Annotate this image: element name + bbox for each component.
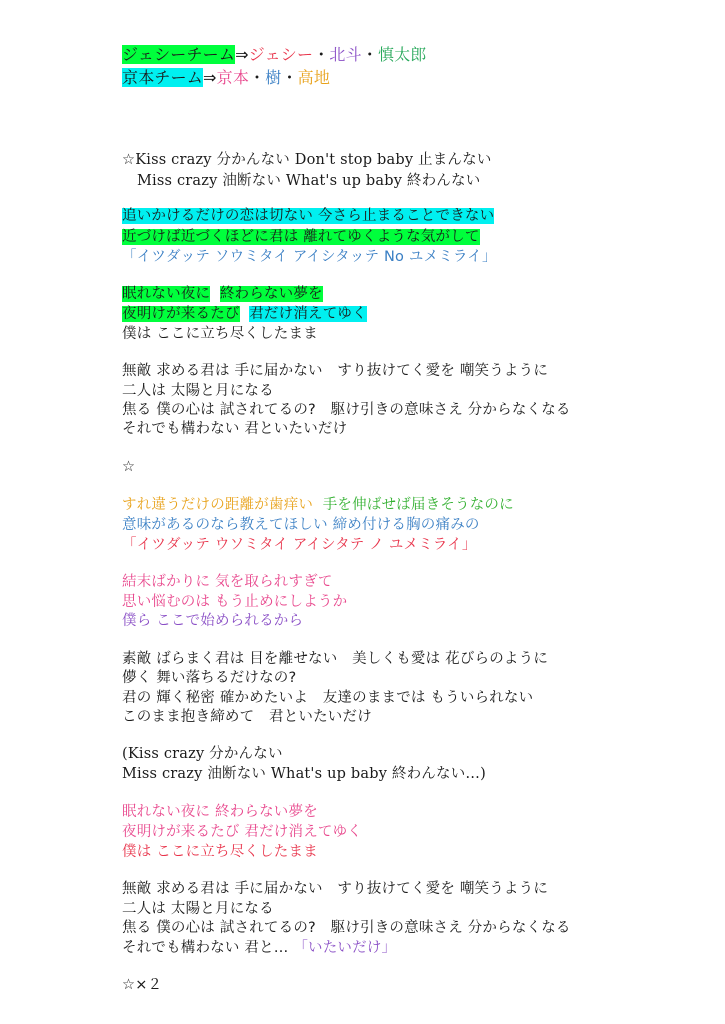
lyric-text: 近づけば近づくほどに君は 離れてゆくような気がして bbox=[122, 229, 480, 245]
lyric-line: 素敵 ばらまく君は 目を離せない 美しくも愛は 花びらのように bbox=[122, 651, 549, 667]
lyric-line bbox=[122, 228, 480, 247]
lyric-line: 思い悩むのは もう止めにしようか bbox=[122, 594, 348, 610]
lyric-line bbox=[122, 305, 367, 324]
lyric-line: 君の 輝く秘密 確かめたいよ 友達のままでは もういられない bbox=[122, 690, 534, 706]
separator: ・ bbox=[313, 45, 330, 64]
team-kyomoto-line bbox=[122, 67, 330, 89]
lyric-line: 僕は ここに立ち尽くしたまま bbox=[122, 326, 318, 342]
team-kyomoto-name: 京本チーム bbox=[122, 68, 204, 87]
lyric-line bbox=[122, 939, 396, 958]
lyric-text: すれ違うだけの距離が歯痒い bbox=[122, 497, 314, 513]
lyric-line: 僕は ここに立ち尽くしたまま bbox=[122, 844, 318, 860]
lyric-line: Miss crazy 油断ない What's up baby 終わんない bbox=[137, 173, 481, 189]
lyric-text: 終わらない夢を bbox=[219, 286, 323, 302]
member-juri: 樹 bbox=[265, 68, 282, 87]
lyric-line bbox=[122, 285, 323, 304]
arrow: ⇒ bbox=[203, 68, 217, 87]
lyric-line: 焦る 僕の心は 試されてるの? 駆け引きの意味さえ 分からなくなる bbox=[122, 402, 571, 418]
separator: ・ bbox=[361, 45, 378, 64]
member-kochi: 高地 bbox=[297, 68, 331, 87]
lyric-line: 無敵 求める君は 手に届かない すり抜けてく愛を 嘲笑うように bbox=[122, 881, 549, 897]
member-jesse: ジェシー bbox=[248, 45, 314, 64]
lyric-line bbox=[122, 496, 514, 515]
team-jesse-line bbox=[122, 44, 427, 66]
member-shintaro: 慎太郎 bbox=[378, 45, 427, 64]
lyric-line: 二人は 太陽と月になる bbox=[122, 383, 274, 399]
arrow: ⇒ bbox=[235, 45, 249, 64]
separator: ・ bbox=[281, 68, 298, 87]
lyric-line: 焦る 僕の心は 試されてるの? 駆け引きの意味さえ 分からなくなる bbox=[122, 920, 571, 936]
lyric-line bbox=[122, 207, 494, 226]
lyric-line: それでも構わない 君といたいだけ bbox=[122, 421, 348, 437]
member-kyomoto: 京本 bbox=[216, 68, 250, 87]
lyric-line: 眠れない夜に 終わらない夢を bbox=[122, 804, 318, 820]
chorus-star: ☆ bbox=[122, 459, 136, 475]
lyric-line: ☆Kiss crazy 分かんない Don't stop baby 止まんない bbox=[122, 152, 492, 168]
lyric-text: 君だけ消えてゆく bbox=[249, 306, 367, 322]
lyric-text: 追いかけるだけの恋は切ない 今さら止まることできない bbox=[122, 208, 495, 224]
member-hokuto: 北斗 bbox=[329, 45, 362, 64]
lyric-line: 「イツダッテ ソウミタイ アイシタッテ No ユメミライ」 bbox=[122, 249, 497, 265]
lyric-line: 結末ばかりに 気を取られすぎて bbox=[122, 574, 333, 590]
lyric-line: このまま抱き締めて 君といたいだけ bbox=[122, 709, 372, 725]
lyric-line: 二人は 太陽と月になる bbox=[122, 901, 274, 917]
lyric-line: 儚く 舞い落ちるだけなの? bbox=[122, 670, 297, 686]
lyric-line: 無敵 求める君は 手に届かない すり抜けてく愛を 嘲笑うように bbox=[122, 363, 549, 379]
lyric-line: (Kiss crazy 分かんない bbox=[122, 746, 283, 762]
lyric-text: それでも構わない 君と… bbox=[122, 940, 289, 956]
team-jesse-name: ジェシーチーム bbox=[122, 45, 236, 64]
lyric-text: 「いたいだけ」 bbox=[293, 940, 397, 956]
lyric-text: 夜明けが来るたび bbox=[122, 306, 240, 322]
separator: ・ bbox=[249, 68, 266, 87]
lyric-line: 僕ら ここで始められるから bbox=[122, 613, 304, 629]
lyric-text: 眠れない夜に bbox=[122, 286, 211, 302]
lyric-line: 意味があるのなら教えてほしい 締め付ける胸の痛みの bbox=[122, 517, 480, 533]
lyric-line: 「イツダッテ ウソミタイ アイシタテ ノ ユメミライ」 bbox=[122, 537, 477, 553]
lyric-line: Miss crazy 油断ない What's up baby 終わんない…) bbox=[122, 766, 486, 782]
lyric-line: 夜明けが来るたび 君だけ消えてゆく bbox=[122, 824, 363, 840]
chorus-repeat: ☆×２ bbox=[122, 977, 163, 993]
lyric-text: 手を伸ばせば届きそうなのに bbox=[322, 497, 514, 513]
